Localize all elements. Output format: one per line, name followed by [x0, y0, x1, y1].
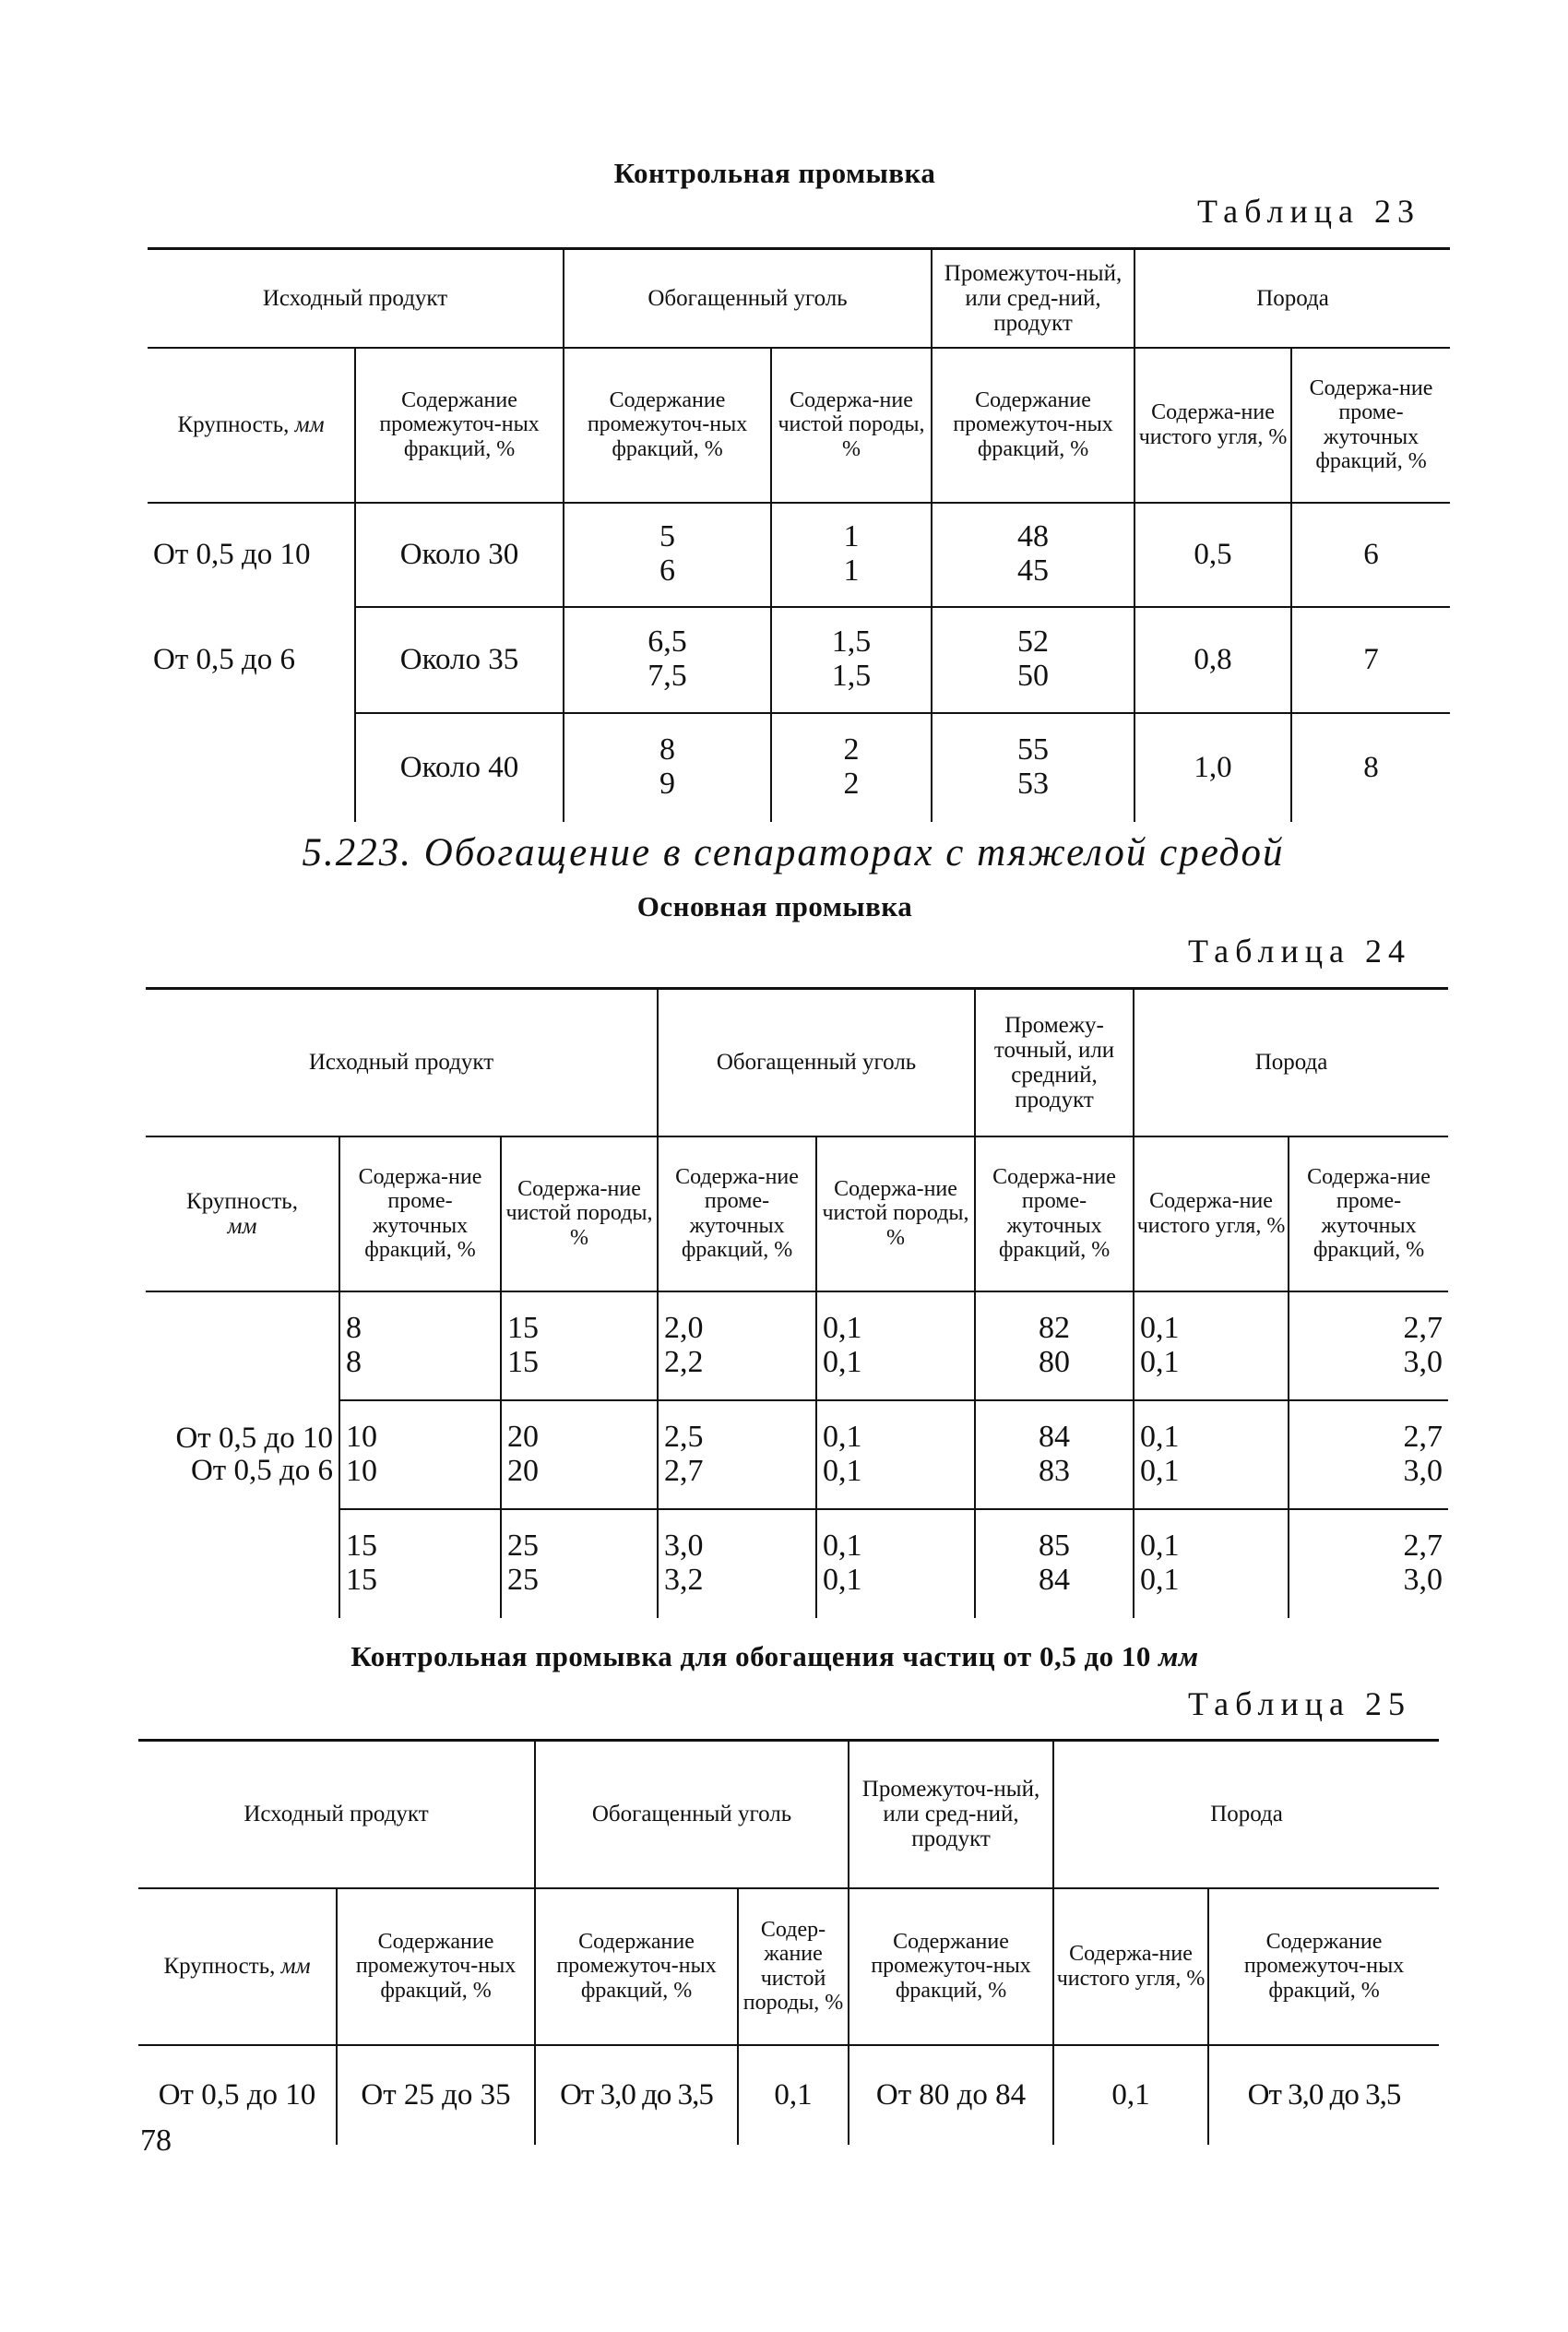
t23-size-1: От 0,5 до 10: [148, 503, 355, 607]
table-25: [138, 1739, 1439, 2145]
t24-r1-in-mid: 8 8: [339, 1291, 501, 1400]
t23-heading: Контрольная промывка: [613, 157, 936, 189]
t25-input: От 25 до 35: [337, 2045, 535, 2145]
t23-size-2: От 0,5 до 6: [153, 642, 296, 676]
t23-s-in-mid: Содержание промежуточ-ных фракций, %: [355, 348, 564, 503]
t24-r1-coal-mid: 2,0 2,2: [658, 1291, 816, 1400]
t25-s-coal-mid: Содержание промежуточ-ных фракций, %: [535, 1888, 738, 2045]
t25-s-rock-mid: Содержание промежуточ-ных фракций, %: [1208, 1888, 1439, 2045]
t23-label: Таблица 23: [1197, 193, 1420, 230]
t23-h-rock: Порода: [1134, 249, 1450, 348]
t23-r1-coal-mid: 5 6: [564, 503, 771, 607]
t23-s-rock-mid: Содержа-ние проме-жуточных фракций, %: [1291, 348, 1450, 503]
t25-s-mid-mid: Содержание промежуточ-ных фракций, %: [849, 1888, 1053, 2045]
t23-r3-input: Около 40: [355, 713, 564, 822]
t24-r1-in-rock: 15 15: [501, 1291, 658, 1400]
t24-r3-coal-rock: 0,1 0,1: [816, 1509, 975, 1618]
t25-h-mid: Промежуточ-ный, или сред-ний, продукт: [849, 1741, 1053, 1888]
t25-heading: Контрольная промывка для обогащения частиц от 0,5 до 10 мм: [350, 1640, 1199, 1672]
t24-r3-in-mid: 15 15: [339, 1509, 501, 1618]
t24-r1-mid: 82 80: [975, 1291, 1134, 1400]
t24-s-coal-mid: Содержа-ние проме-жуточных фракций, %: [658, 1136, 816, 1291]
t23-r3-rock-mid: 8: [1363, 750, 1379, 784]
t23-s-coal-mid: Содержание промежуточ-ных фракций, %: [564, 348, 771, 503]
t24-r3-coal-mid: 3,0 3,2: [658, 1509, 816, 1618]
t23-h-coal: Обогащенный уголь: [564, 249, 932, 348]
t23-h-mid: Промежуточ-ный, или сред-ний, продукт: [932, 249, 1134, 348]
t24-r2-rock-coal: 0,1 0,1: [1134, 1400, 1289, 1509]
t25-coal-mid: От 3,0 до 3,5: [535, 2045, 738, 2145]
t23-r2-coal-mid: 6,5 7,5: [564, 607, 771, 713]
t23-r1-rock-coal: 0,5: [1134, 503, 1291, 607]
t24-r2-mid: 84 83: [975, 1400, 1134, 1509]
table-24: [146, 987, 1448, 1618]
t25-s-in-mid: Содержание промежуточ-ных фракций, %: [337, 1888, 535, 2045]
t23-r3-coal-rock: 2 2: [771, 713, 932, 822]
t25-rock-coal: 0,1: [1053, 2045, 1208, 2145]
t23-r2-input: Около 35: [355, 607, 564, 713]
t25-rock-mid: От 3,0 до 3,5: [1247, 2077, 1401, 2112]
t24-r1-rock-coal: 0,1 0,1: [1134, 1291, 1289, 1400]
t23-s-size: Крупность, мм: [148, 348, 355, 503]
t23-r1-coal-rock: 1 1: [771, 503, 932, 607]
t24-s-in-rock: Содержа-ние чистой породы, %: [501, 1136, 658, 1291]
t23-h-input: Исходный продукт: [148, 249, 564, 348]
t23-r2-mid: 52 50: [932, 607, 1134, 713]
t23-r2-rock-mid: 7: [1291, 607, 1450, 713]
t24-s-mid-mid: Содержа-ние проме-жуточных фракций, %: [975, 1136, 1134, 1291]
t23-r3-coal-mid: 8 9: [564, 713, 771, 822]
t24-s-in-mid: Содержа-ние проме-жуточных фракций, %: [339, 1136, 501, 1291]
t23-s-coal-rock: Содержа-ние чистой породы, %: [771, 348, 932, 503]
t23-r2-coal-rock: 1,5 1,5: [771, 607, 932, 713]
t24-r2-rock-mid: 2,7 3,0: [1289, 1400, 1448, 1509]
t25-mid: От 80 до 84: [849, 2045, 1053, 2145]
t24-r1-coal-rock: 0,1 0,1: [816, 1291, 975, 1400]
t24-r3-rock-coal: 0,1 0,1: [1134, 1509, 1289, 1618]
t25-s-rock-coal: Содержа-ние чистого угля, %: [1053, 1888, 1208, 2045]
t23-s-rock-coal: Содержа-ние чистого угля, %: [1134, 348, 1291, 503]
t24-heading: Основная промывка: [636, 890, 913, 922]
table-23: [148, 247, 1450, 822]
t24-r3-rock-mid: 2,7 3,0: [1403, 1529, 1443, 1597]
t24-h-input: Исходный продукт: [146, 989, 658, 1136]
t24-r2-coal-rock: 0,1 0,1: [816, 1400, 975, 1509]
t24-h-rock: Порода: [1134, 989, 1448, 1136]
t25-coal-rock: 0,1: [738, 2045, 849, 2145]
t23-r1-input: Около 30: [355, 503, 564, 607]
t24-r2-in-mid: 10 10: [339, 1400, 501, 1509]
t23-r3-mid: 55 53: [932, 713, 1134, 822]
t23-r1-rock-mid: 6: [1363, 537, 1379, 571]
t23-r3-rock-coal: 1,0: [1134, 713, 1291, 822]
t24-s-coal-rock: Содержа-ние чистой породы, %: [816, 1136, 975, 1291]
t24-r1-rock-mid: 2,7 3,0: [1289, 1291, 1448, 1400]
t25-label: Таблица 25: [1188, 1685, 1411, 1722]
t24-r2-in-rock: 20 20: [501, 1400, 658, 1509]
t25-h-rock: Порода: [1053, 1741, 1439, 1888]
t24-h-coal: Обогащенный уголь: [658, 989, 975, 1136]
t24-s-rock-coal: Содержа-ние чистого угля, %: [1134, 1136, 1289, 1291]
t24-r3-in-rock: 25 25: [501, 1509, 658, 1618]
t23-s-mid-mid: Содержание промежуточ-ных фракций, %: [932, 348, 1134, 503]
t24-size: От 0,5 до 10 От 0,5 до 6: [146, 1291, 339, 1618]
t24-r2-coal-mid: 2,5 2,7: [658, 1400, 816, 1509]
t24-r3-mid: 85 84: [975, 1509, 1134, 1618]
page-number: 78: [140, 2124, 172, 2158]
t25-s-size: Крупность, мм: [138, 1888, 337, 2045]
t24-s-size: Крупность, мм: [146, 1136, 339, 1291]
t25-s-coal-rock: Содер-жание чистой породы, %: [738, 1888, 849, 2045]
t24-h-mid: Промежу-точный, или средний, продукт: [975, 989, 1134, 1136]
section-title: 5.223. Обогащение в сепараторах с тяжелой средой: [302, 831, 1285, 874]
t23-r2-rock-coal: 0,8: [1134, 607, 1291, 713]
t23-r1-mid: 48 45: [932, 503, 1134, 607]
t25-h-coal: Обогащенный уголь: [535, 1741, 849, 1888]
t24-s-rock-mid: Содержа-ние проме-жуточных фракций, %: [1289, 1136, 1448, 1291]
t24-label: Таблица 24: [1188, 933, 1411, 970]
t25-size: От 0,5 до 10: [138, 2045, 337, 2145]
t25-h-input: Исходный продукт: [138, 1741, 535, 1888]
